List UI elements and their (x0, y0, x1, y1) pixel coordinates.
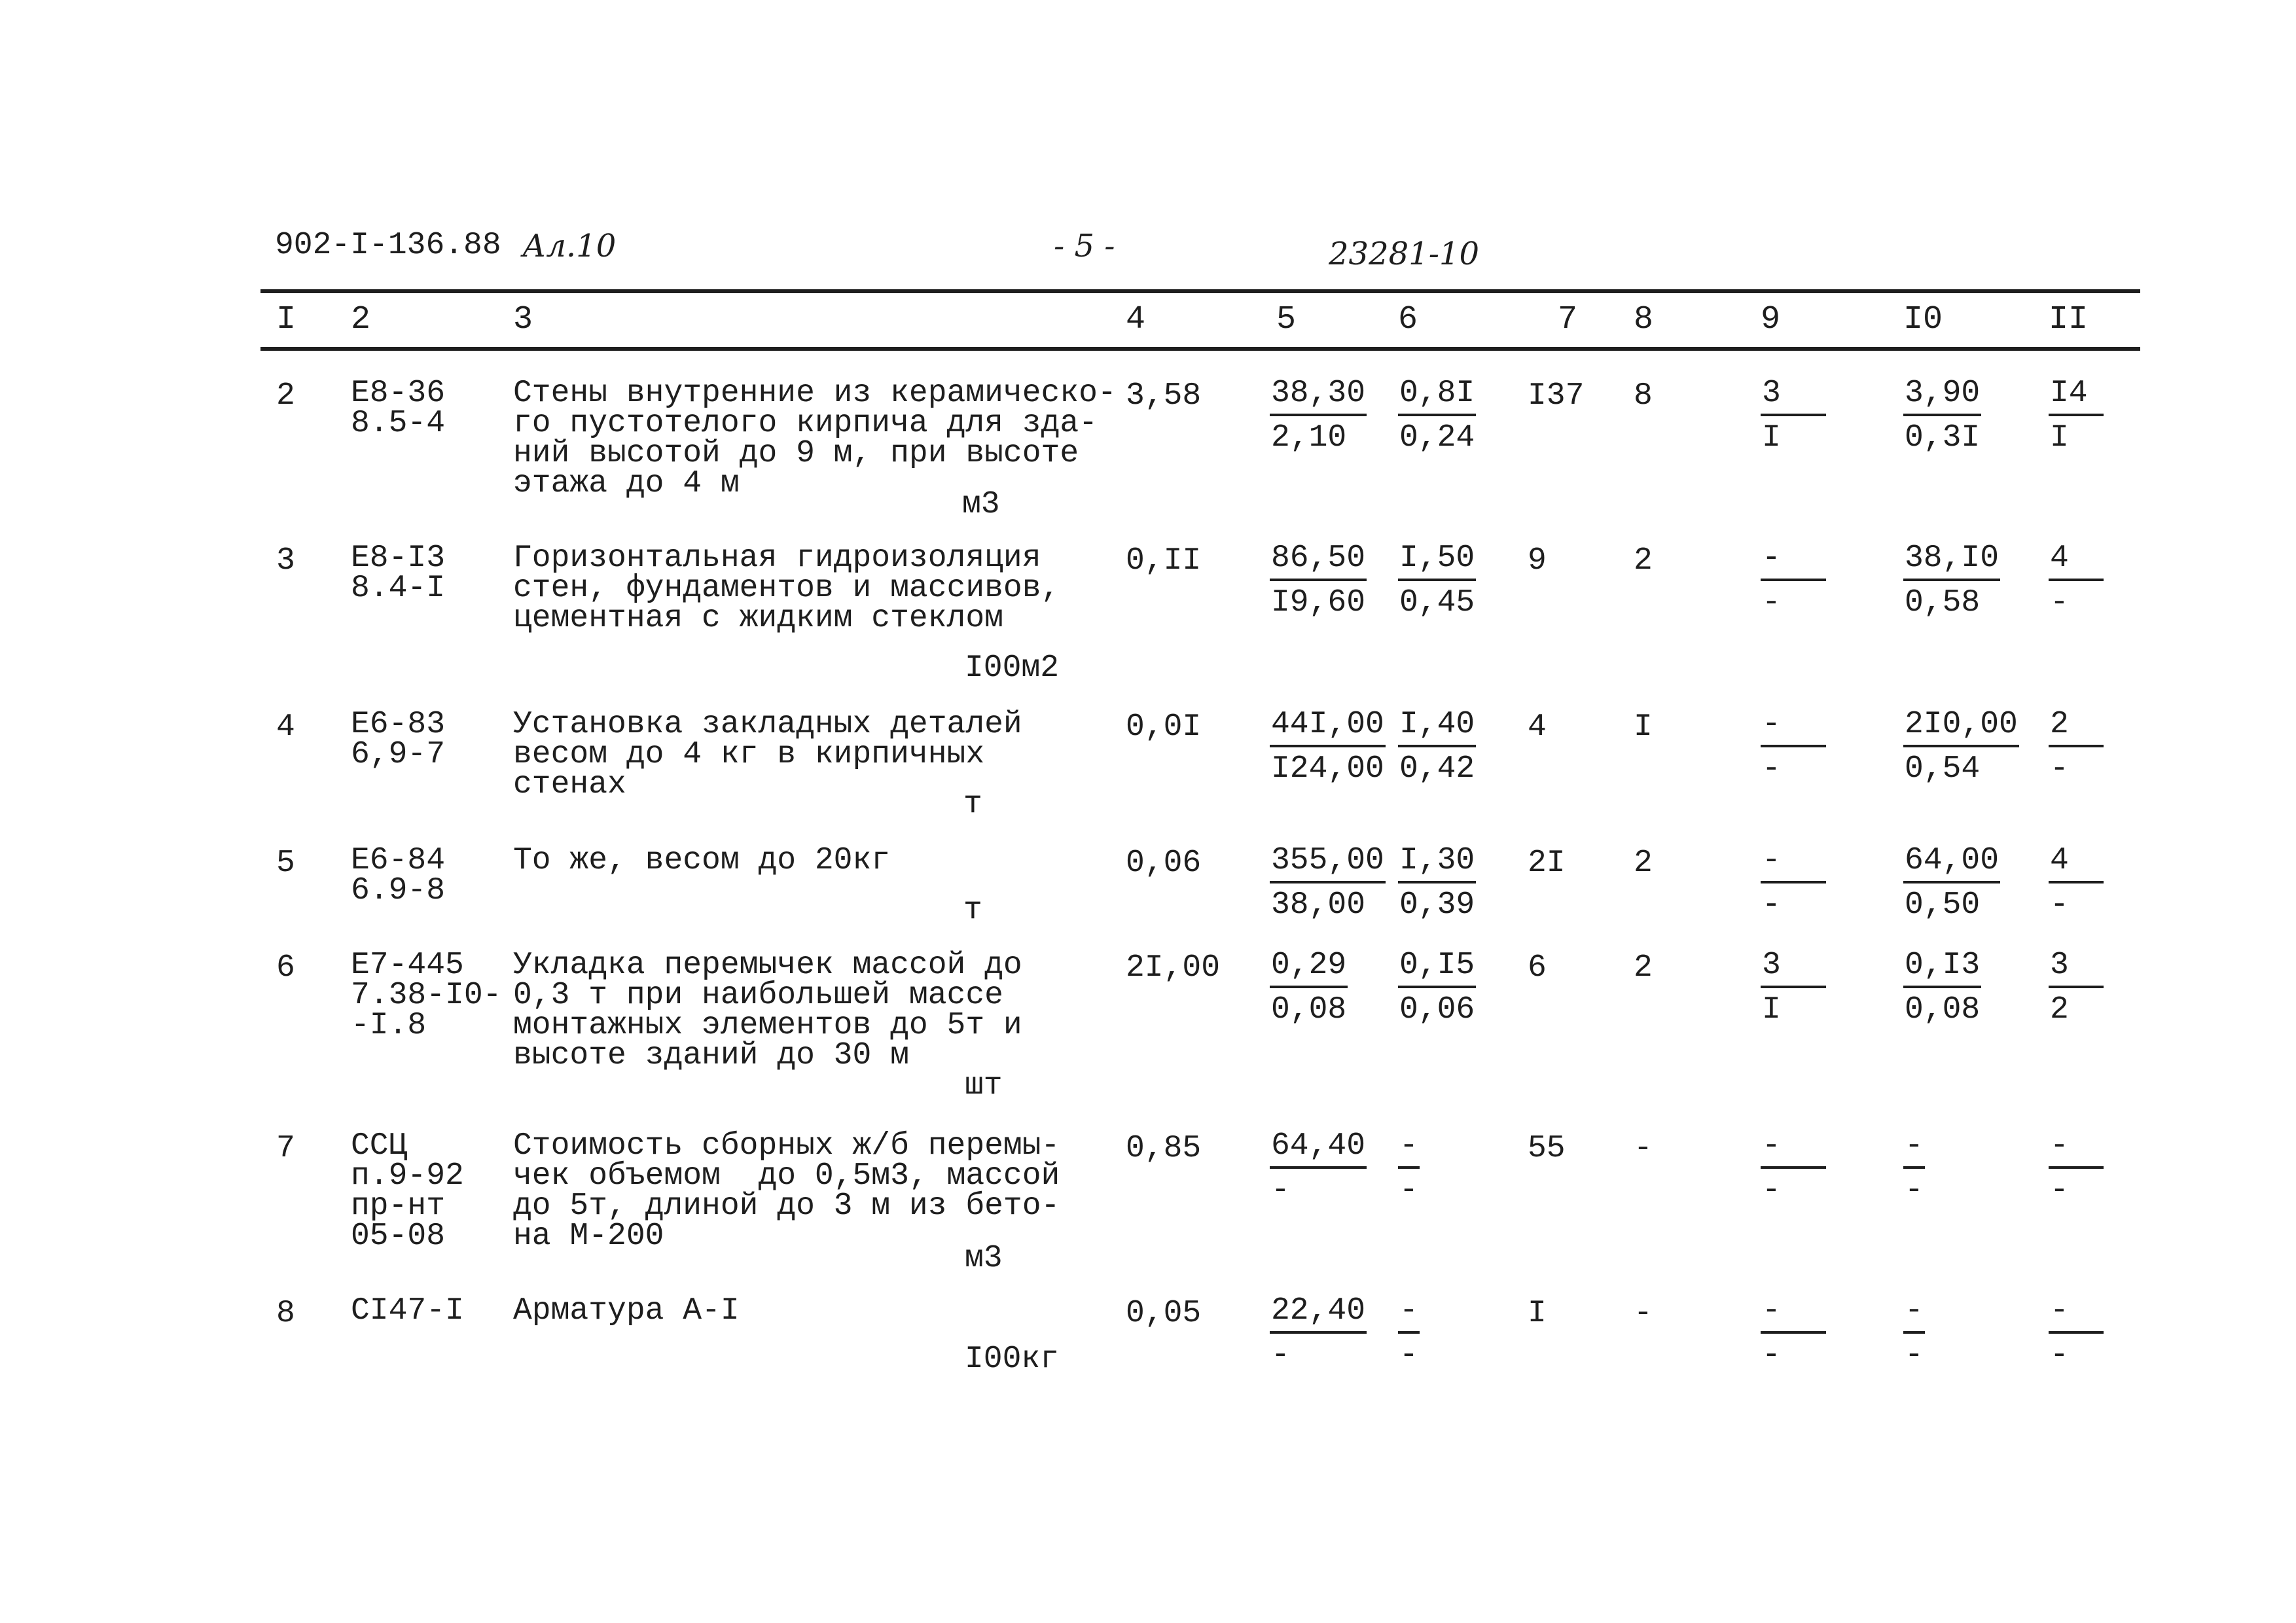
value-bottom: - (1399, 1338, 1418, 1373)
value-top: - (1398, 1126, 1420, 1169)
value-top: 64,00 (1903, 840, 2000, 883)
value-bottom: 0,54 (1905, 751, 1981, 787)
quantity: 2I,00 (1126, 950, 1221, 986)
value-top: 0,8I (1398, 373, 1476, 416)
value-top: - (1761, 538, 1826, 581)
value-top: 22,40 (1270, 1291, 1367, 1334)
value-bottom: I (1762, 992, 1781, 1027)
column-11-value (2049, 945, 2104, 1031)
value-bottom: 2 (2050, 992, 2069, 1027)
value-top: - (2049, 1126, 2104, 1169)
value-top: 2I0,00 (1903, 704, 2019, 747)
row-number: 7 (276, 1131, 295, 1166)
unit-of-measure: м3 (962, 487, 1000, 522)
value-bottom: 0,08 (1271, 992, 1347, 1027)
work-description: Арматура А-I (513, 1293, 740, 1329)
rate-code: ССЦ п.9-92 пр-нт 05-08 (351, 1128, 464, 1254)
col-header-6: 6 (1398, 301, 1418, 338)
header-bottom-rule (260, 347, 2140, 351)
value-top: 3 (1761, 373, 1826, 416)
value-top: 0,I5 (1398, 945, 1476, 988)
column-10-value (1903, 945, 1981, 1031)
column-9-value (1761, 1126, 1826, 1212)
column-10-value (1903, 704, 2019, 791)
unit-of-measure: шт (965, 1068, 1003, 1103)
value-bottom: - (2050, 585, 2069, 620)
value-top: 3 (2049, 945, 2104, 988)
value-bottom: 0,06 (1399, 992, 1475, 1027)
column-7-value: 55 (1528, 1131, 1566, 1166)
column-7-value: I (1528, 1296, 1547, 1331)
value-bottom: I24,00 (1271, 751, 1384, 787)
column-8-value: - (1634, 1131, 1653, 1166)
work-description: Стоимость сборных ж/б перемы- чек объемом до 0,5м3, массой до 5т, длиной до 3 м из бето- на М-200 (513, 1128, 1060, 1254)
value-bottom: - (1762, 751, 1781, 787)
unit-cost (1270, 840, 1386, 927)
column-10-value (1903, 538, 2000, 624)
value-top: 3 (1761, 945, 1826, 988)
value-bottom: - (1762, 585, 1781, 620)
labor-cost (1398, 538, 1476, 624)
column-10-value (1903, 1291, 1925, 1377)
value-top: 38,I0 (1903, 538, 2000, 581)
column-8-value: 2 (1634, 543, 1653, 579)
value-bottom: - (1271, 1338, 1290, 1373)
column-9-value (1761, 840, 1826, 927)
col-header-9: 9 (1761, 301, 1781, 338)
unit-of-measure: т (963, 893, 982, 928)
col-header-2: 2 (351, 301, 371, 338)
value-top: 355,00 (1270, 840, 1386, 883)
col-header-8: 8 (1634, 301, 1654, 338)
value-bottom: - (1762, 1173, 1781, 1208)
column-11-value (2049, 840, 2104, 927)
rate-code: Е6-84 6.9-8 (351, 843, 446, 908)
column-10-value (1903, 840, 2000, 927)
value-top: - (2049, 1291, 2104, 1334)
value-bottom: - (1399, 1173, 1418, 1208)
value-bottom: 0,3I (1905, 420, 1981, 455)
value-bottom: 0,24 (1399, 420, 1475, 455)
column-10-value (1903, 373, 1981, 459)
value-bottom: 0,08 (1905, 992, 1981, 1027)
work-description: Укладка перемычек массой до 0,3 т при наибольшей массе монтажных элементов до 5т и высоте зданий до 30 м (513, 948, 1022, 1073)
col-header-5: 5 (1276, 301, 1297, 338)
value-top: - (1903, 1291, 1925, 1334)
value-top: I4 (2049, 373, 2104, 416)
row-number: 6 (276, 950, 295, 986)
column-8-value: 8 (1634, 378, 1653, 414)
unit-cost (1270, 1291, 1367, 1377)
column-9-value (1761, 373, 1826, 459)
value-top: I,40 (1398, 704, 1476, 747)
value-bottom: - (2050, 751, 2069, 787)
value-top: - (1398, 1291, 1420, 1334)
row-number: 2 (276, 378, 295, 414)
column-11-value (2049, 538, 2104, 624)
col-header-7: 7 (1558, 301, 1578, 338)
column-11-value (2049, 1291, 2104, 1377)
rate-code: Е8-I3 8.4-I (351, 541, 446, 606)
value-top: I,30 (1398, 840, 1476, 883)
column-7-value: I37 (1528, 378, 1585, 414)
unit-cost (1270, 704, 1386, 791)
quantity: 0,05 (1126, 1296, 1202, 1331)
rate-code: Е7-445 7.38-I0- -I.8 (351, 948, 502, 1043)
value-bottom: 0,39 (1399, 887, 1475, 923)
value-top: 86,50 (1270, 538, 1367, 581)
row-number: 4 (276, 709, 295, 745)
quantity: 0,II (1126, 543, 1202, 579)
column-8-value: 2 (1634, 950, 1653, 986)
labor-cost (1398, 704, 1476, 791)
row-number: 3 (276, 543, 295, 579)
labor-cost (1398, 373, 1476, 459)
page-number: - 5 - (1054, 228, 1115, 264)
column-7-value: 4 (1528, 709, 1547, 745)
column-11-value (2049, 373, 2104, 459)
value-top: 0,29 (1270, 945, 1348, 988)
labor-cost (1398, 945, 1476, 1031)
column-10-value (1903, 1126, 1925, 1212)
value-top: 64,40 (1270, 1126, 1367, 1169)
labor-cost (1398, 1126, 1420, 1212)
col-header-10: I0 (1903, 301, 1943, 338)
column-8-value: 2 (1634, 846, 1653, 881)
unit-cost (1270, 945, 1348, 1031)
value-bottom: I (2050, 420, 2069, 455)
value-top: 3,90 (1903, 373, 1981, 416)
work-description: Горизонтальная гидроизоляция стен, фундаментов и массивов, цементная с жидким стеклом (513, 541, 1060, 636)
value-bottom: - (2050, 1338, 2069, 1373)
column-8-value: I (1634, 709, 1653, 745)
value-top: - (1761, 1291, 1826, 1334)
unit-of-measure: т (963, 787, 982, 822)
column-7-value: 2I (1528, 846, 1566, 881)
value-top: 4 (2049, 840, 2104, 883)
value-bottom: 0,42 (1399, 751, 1475, 787)
value-bottom: I9,60 (1271, 585, 1366, 620)
rate-code: Е8-36 8.5-4 (351, 376, 446, 441)
value-bottom: - (1905, 1173, 1924, 1208)
unit-cost (1270, 538, 1367, 624)
quantity: 0,06 (1126, 846, 1202, 881)
value-bottom: - (1762, 1338, 1781, 1373)
quantity: 0,85 (1126, 1131, 1202, 1166)
value-top: 44I,00 (1270, 704, 1386, 747)
value-top: 38,30 (1270, 373, 1367, 416)
value-bottom: 0,50 (1905, 887, 1981, 923)
unit-of-measure: I00кг (965, 1342, 1060, 1377)
column-9-value (1761, 538, 1826, 624)
value-top: - (1761, 704, 1826, 747)
sheet-number: Ал.10 (522, 228, 617, 264)
value-top: I,50 (1398, 538, 1476, 581)
column-9-value (1761, 704, 1826, 791)
value-bottom: - (1905, 1338, 1924, 1373)
unit-cost (1270, 373, 1367, 459)
value-top: - (1761, 1126, 1826, 1169)
value-top: 0,I3 (1903, 945, 1981, 988)
column-7-value: 6 (1528, 950, 1547, 986)
value-top: 2 (2049, 704, 2104, 747)
quantity: 3,58 (1126, 378, 1202, 414)
inventory-number: 23281-10 (1329, 236, 1479, 272)
value-bottom: - (2050, 887, 2069, 923)
col-header-11: II (2049, 301, 2089, 338)
unit-of-measure: I00м2 (965, 651, 1060, 686)
row-number: 8 (276, 1296, 295, 1331)
document-code: 902-I-136.88 (275, 228, 501, 263)
column-11-value (2049, 1126, 2104, 1212)
value-bottom: 0,58 (1905, 585, 1981, 620)
column-8-value: - (1634, 1296, 1653, 1331)
row-number: 5 (276, 846, 295, 881)
rate-code: СI47-I (351, 1293, 464, 1329)
column-9-value (1761, 945, 1826, 1031)
column-11-value (2049, 704, 2104, 791)
work-description: То же, весом до 20кг (513, 843, 891, 878)
labor-cost (1398, 1291, 1420, 1377)
rate-code: Е6-83 6,9-7 (351, 707, 446, 772)
value-top: - (1903, 1126, 1925, 1169)
value-bottom: - (1762, 887, 1781, 923)
header-top-rule (260, 289, 2140, 293)
value-bottom: 2,10 (1271, 420, 1347, 455)
value-top: - (1761, 840, 1826, 883)
work-description: Стены внутренние из керамическо- го пустотелого кирпича для зда- ний высотой до 9 м, при высоте этажа до 4 м (513, 376, 1117, 501)
col-header-1: I (276, 301, 296, 338)
quantity: 0,0I (1126, 709, 1202, 745)
value-bottom: - (2050, 1173, 2069, 1208)
unit-cost (1270, 1126, 1367, 1212)
value-bottom: 38,00 (1271, 887, 1366, 923)
labor-cost (1398, 840, 1476, 927)
value-top: 4 (2049, 538, 2104, 581)
value-bottom: - (1271, 1173, 1290, 1208)
unit-of-measure: м3 (965, 1241, 1003, 1276)
column-7-value: 9 (1528, 543, 1547, 579)
col-header-3: 3 (513, 301, 533, 338)
column-9-value (1761, 1291, 1826, 1377)
work-description: Установка закладных деталей весом до 4 кг в кирпичных стенах (513, 707, 1022, 802)
value-bottom: 0,45 (1399, 585, 1475, 620)
value-bottom: I (1762, 420, 1781, 455)
col-header-4: 4 (1126, 301, 1146, 338)
